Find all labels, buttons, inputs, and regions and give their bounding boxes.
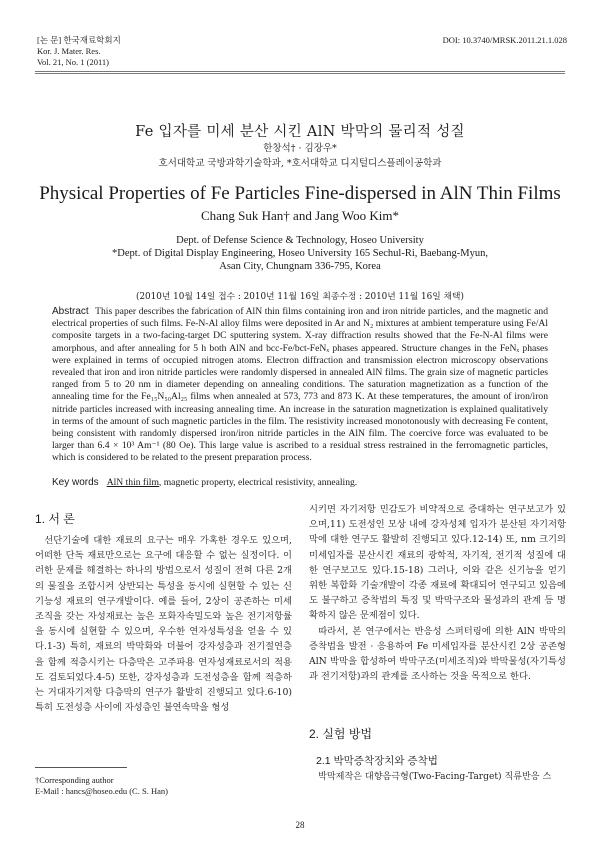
journal-name: [논 문] 한국재료학회지 (37, 35, 121, 45)
affiliation-english-1: Dept. of Defense Science & Technology, Hoseo University (176, 235, 424, 246)
intro-paragraph-3: 따라서, 본 연구에서는 반응성 스퍼터링에 의한 AlN 박막의 증착법을 발전 · 응용하여 Fe 미세입자를 분산시킨 2상 공존형 AlN 박막을 합성하여 박막구조(미세조직)와 박막물성(자기특성과 전기저항)과의 관계를 조사하는 것을 목적으로 한다. (309, 625, 566, 683)
subsection-2-1-title: 2.1 박막증착장치와 증착법 (316, 755, 438, 767)
intro-paragraph-2: 시키면 자기저항 민감도가 비약적으로 증대하는 연구보고가 있으며,11) 도전성인 모상 내에 강자성체 입자가 분산된 자기저항막에 대한 연구도 활발히 진행되고 있다.12-14) 또, nm 크기의 미세입자를 분산시킨 재료의 광학적, 자기적, 전기적 성질에 대한 연구보고도 있다.15-18) 그러나, 이와 같은 신기능을 얻기 위한 복합화 기술개발이 각종 재료에 확대되어 연구되고 있음에도 불구하고 증착법의 특징 및 박막구조와 물성과의 관계 등 명확하지 않은 문제점이 있다. (309, 504, 566, 622)
affiliation-english-2: *Dept. of Digital Display Engineering, Hoseo University 165 Sechul-Ri, Baebang-Myun, (112, 248, 488, 259)
keyword-first: AlN thin film (106, 477, 159, 488)
journal-abbrev: Kor. J. Mater. Res. (37, 46, 101, 56)
abstract-text: This paper describes the fabrication of AlN thin films containing iron and iron nitride particles, and the magnetic and electrical properties of such films. Fe-N-Al alloy films were deposited in Ar and N₂ mixtures at ambient temperature using Fe/Al composite targets in a two-facing-target DC sputtering system. X-ray diffraction results showed that the Fe-N-Al films were amorphous, and after annealing for 5 h both AlN and bcc-Fe/bct-FeNₓ phases appeared. Structure changes in the FeNₓ phases were explained in terms of occupied nitrogen atoms. Electron diffraction and transmission electron microscopy observations revealed that iron and iron nitride particles were randomly dispersed in annealed AlN films. The grain size of magnetic particles ranged from 5 to 20 nm in diameter depending on annealing conditions. The saturation magnetization as a function of the annealing time for the Fe₁₅N₅₀Al₂₅ films when annealed at 573, 773 and 873 K. At these temperatures, the amount of iron/iron nitride particles increased with increasing annealing time. An increase in the saturation magnetization is explained qualitatively in terms of the amount of such magnetic particles in the film. The resistivity increased monotonously with decreasing Fe content, being consistent with randomly dispersed iron/iron nitride particles in the AlN film. The coercive force was evaluated to be larger than 6.4 × 10³ Am⁻¹ (80 Oe). This large value is ascribed to a residual stress restrained in the ferromagnetic particles, which is considered to be related to the present preparation process. (52, 306, 548, 464)
title-korean: Fe 입자를 미세 분산 시킨 AlN 박막의 물리적 성질 (135, 124, 465, 140)
footnote (35, 775, 168, 797)
right-column (309, 502, 566, 684)
affiliation-korean: 호서대학교 국방과학기술학과, *호서대학교 디지털디스플레이공학과 (158, 158, 442, 169)
authors-english: Chang Suk Han† and Jang Woo Kim* (200, 208, 400, 223)
keywords (52, 477, 548, 488)
intro-paragraph-1: 선단기술에 대한 재료의 요구는 매우 가혹한 경우도 있으며, 어떠한 단독 재료만으로는 요구에 대응할 수 없는 실정이다. 이러한 문제를 해결하는 하나의 방법으로서 성질이 전혀 다른 2개의 물질을 조합시켜 상반되는 특성을 동시에 실현할 수 있는 신기능성 재료의 연구개발이다. 예를 들어, 2상이 공존하는 미세조직을 갖는 자성재료는 높은 포화자속밀도와 높은 전기저항률을 동시에 실현할 수 있으며, 우수한 연자성특성을 얻을 수 있다.1-3) 특히, 재료의 박막화와 더불어 강자성층과 전기절연층을 함께 적층시키는 다층막은 고주파용 연자성재료로서의 적용도 검토되었다.4-5) 또한, 강자성층과 도전성층을 함께 적층하는 거대자기저항 다층막의 연구가 활발히 진행되고 있다.6-10) 특히 도전성층 사이에 자성층인 불연속막을 형성 (35, 535, 292, 714)
header-rule-bottom (35, 73, 565, 74)
abstract-label: Abstract (52, 306, 89, 317)
abstract (52, 306, 548, 465)
footnote-corresponding: †Corresponding author (35, 775, 114, 785)
methods-paragraph-start: 박막제작은 대향음극형(Two-Facing-Target) 직류반응 스 (318, 772, 552, 782)
doi: DOI: 10.3740/MRSK.2011.21.1.028 (442, 35, 567, 45)
left-column (35, 533, 292, 715)
section-2-title: 2. 실험 방법 (309, 727, 373, 741)
affiliation-english-3: Asan City, Chungnam 336-795, Korea (219, 261, 381, 272)
footnote-rule (35, 767, 127, 768)
page-number: 28 (295, 820, 305, 830)
keywords-label: Key words (52, 477, 99, 488)
footnote-email: E-Mail : hancs@hoseo.edu (C. S. Han) (35, 786, 168, 796)
journal-info (37, 35, 121, 68)
authors-korean: 한창석† · 김장우* (263, 143, 337, 154)
header-rule-top (35, 71, 565, 72)
journal-volume: Vol. 21, No. 1 (2011) (37, 57, 110, 67)
received-dates: (2010년 10월 14일 접수 : 2010년 11월 16일 최종수정 : 2010년 11월 16일 채택) (136, 292, 464, 302)
title-english: Physical Properties of Fe Particles Fine-dispersed in AlN Thin Films (39, 183, 561, 204)
section-1-title: 1. 서 론 (35, 512, 75, 526)
keywords-rest: , magnetic property, electrical resistivity, annealing. (158, 477, 358, 488)
